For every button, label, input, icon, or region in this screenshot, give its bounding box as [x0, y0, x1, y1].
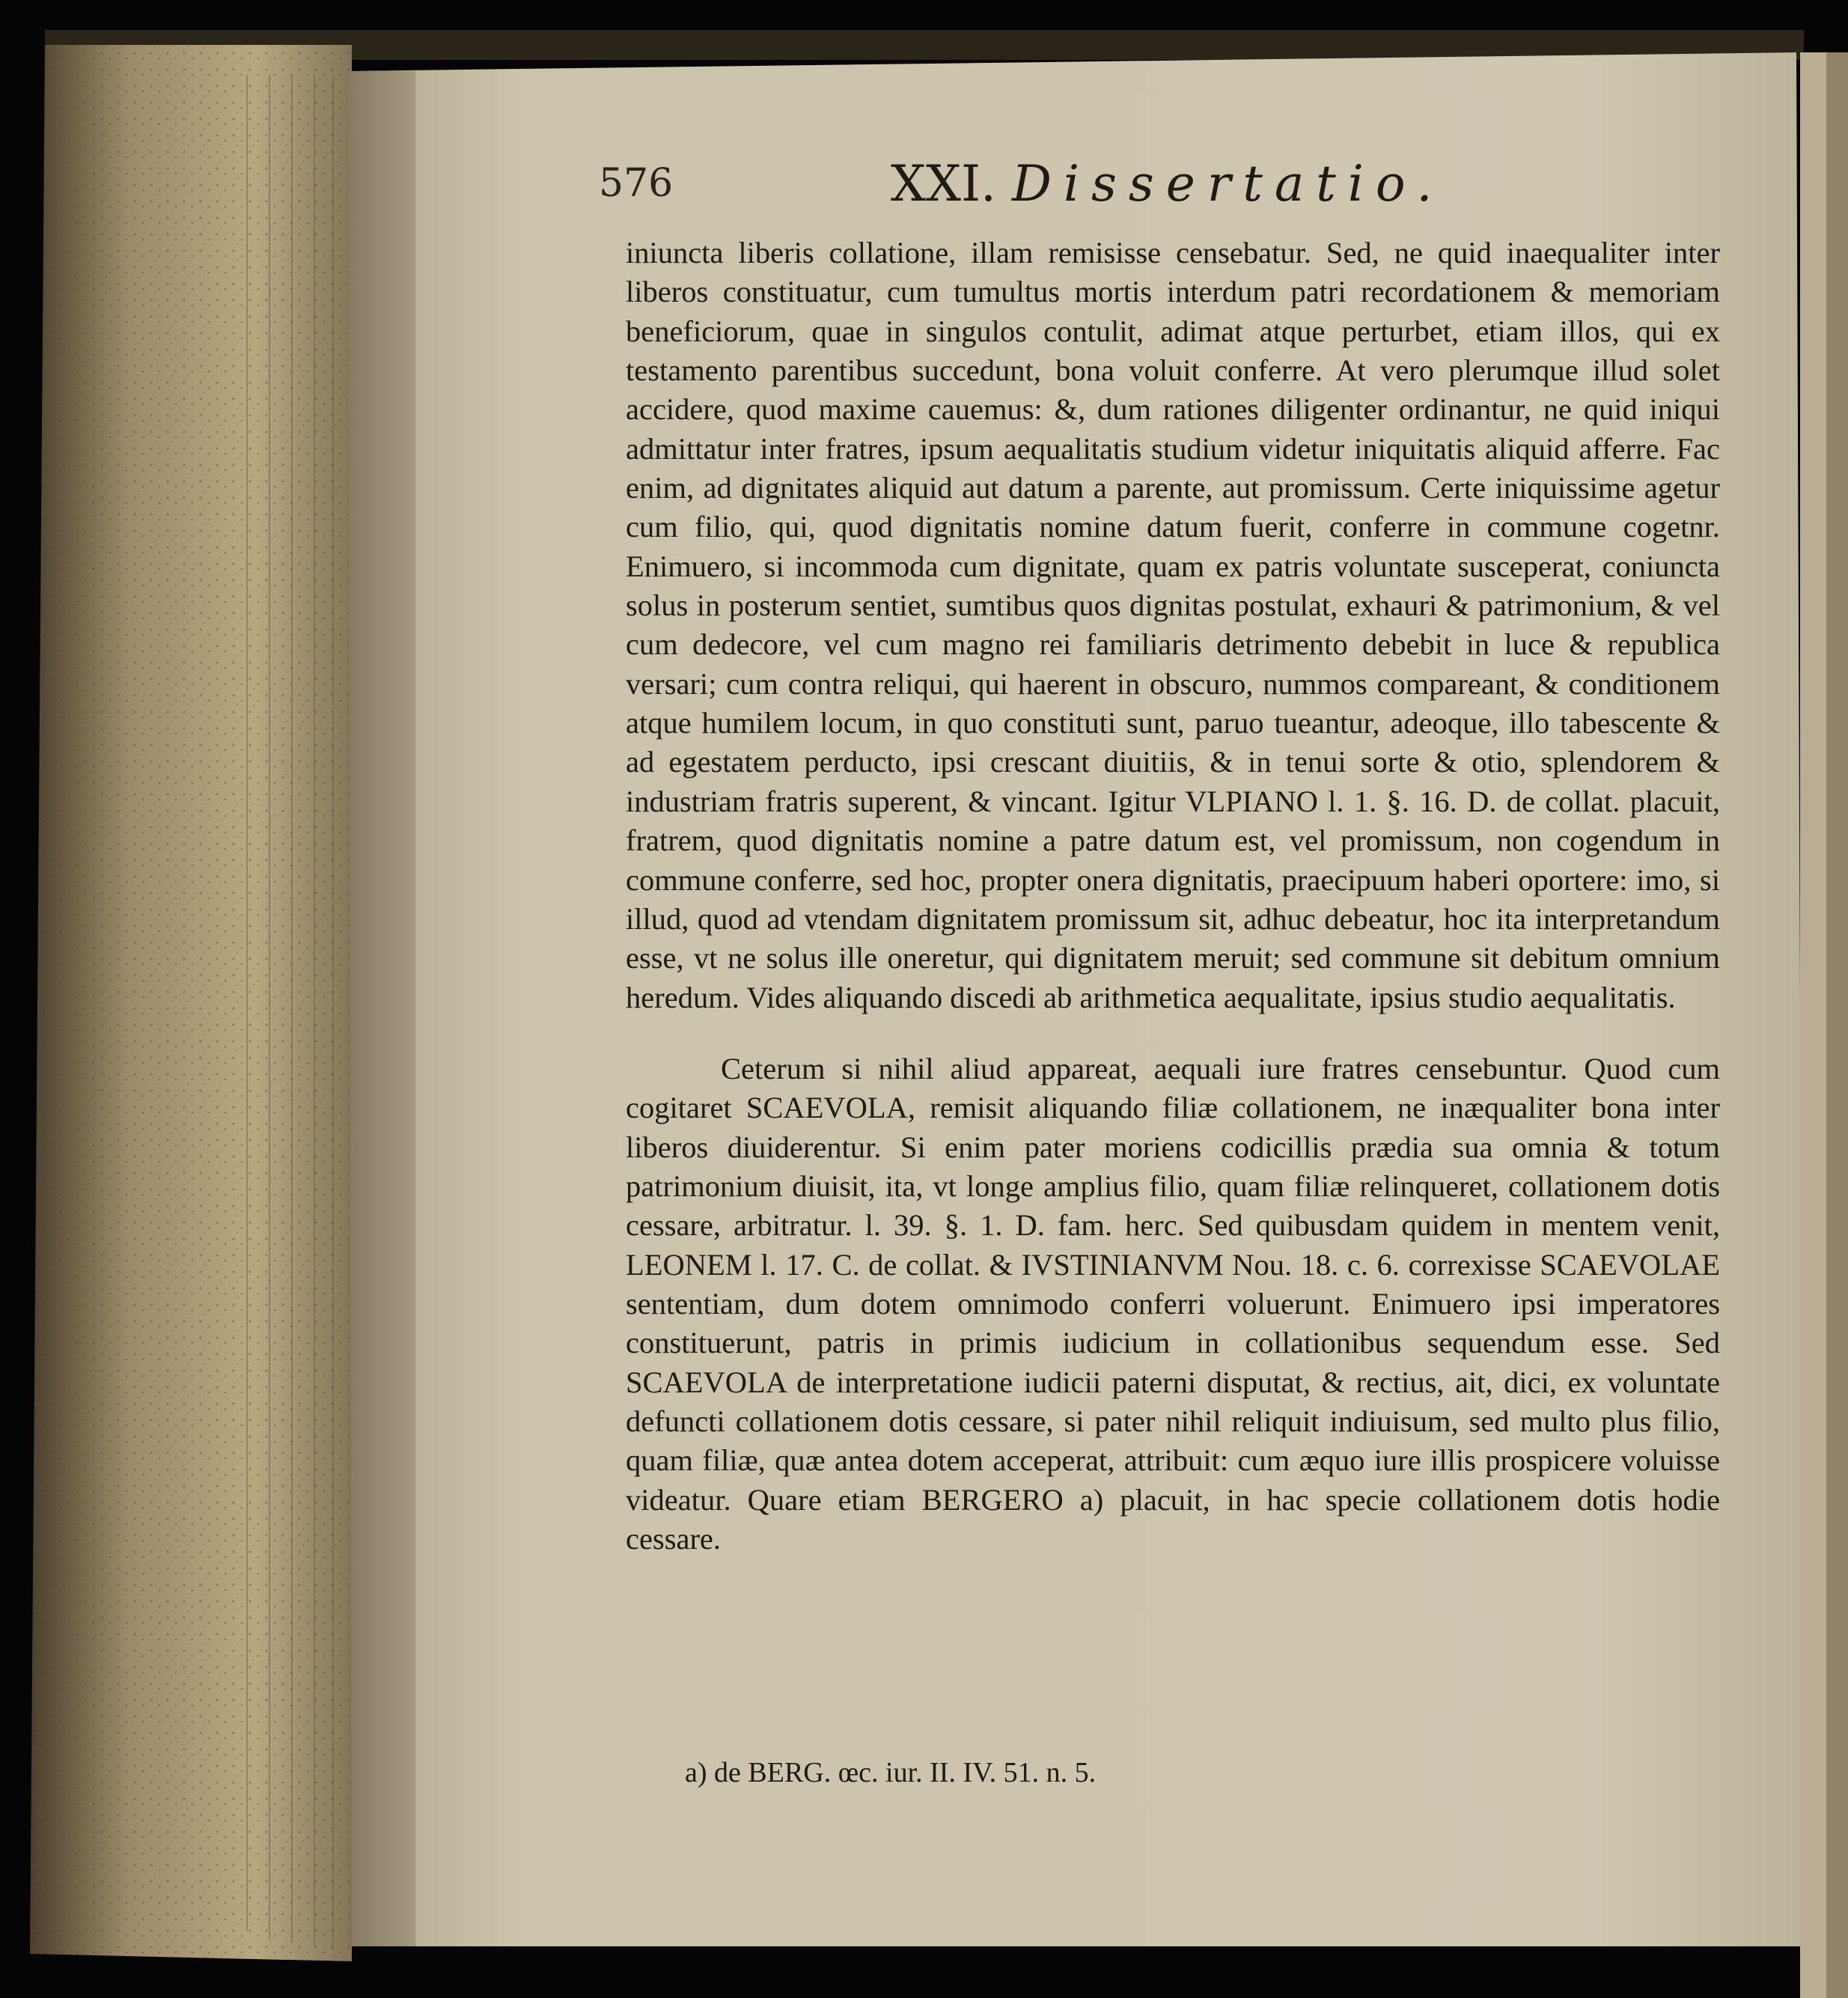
running-title — [891, 155, 1444, 213]
page-number: 576 — [599, 161, 674, 206]
footnote: a) de BERG. œc. iur. II. IV. 51. n. 5. — [685, 1757, 1097, 1788]
running-header — [599, 155, 1632, 213]
running-title-roman: XXI. — [891, 155, 997, 213]
paragraph-1: iniuncta liberis collatione, illam remisisse censebatur. Sed, ne quid inaequaliter inter liberos constituatur, cum tumultus mortis interdum patri recordationem & memoriam beneficiorum, quae in singulos contulit, adimat atque perturbet, etiam illos, qui ex testamento parentibus succedunt, bona voluit conferre. At vero plerumque illud solet accidere, quod maxime cauemus: &, dum rationes diligenter ordinantur, ne quid iniqui admittatur inter fratres, ipsum aequalitatis studium videtur iniquitatis aliquid afferre. Fac enim, ad dignitates aliquid aut datum a parente, aut promissum. Certe iniquissime agetur cum filio, qui, quod dignitatis nomine datum fuerit, conferre in commune cogetnr. Enimuero, si incommoda cum dignitate, quam ex patris voluntate susceperat, coniuncta solus in posterum sentiet, sumtibus quos dignitas postulat, exhauri & patrimonium, & vel cum dedecore, vel cum magno rei familiaris detrimento debebit in luce & republica versari; cum contra reliqui, qui haerent in obscuro, nummos compareant, & conditionem atque humilem locum, in quo constituti sunt, paruo tueantur, adeoque, illo tabescente & ad egestatem perducto, ipsi crescant diuitiis, & in tenui sorte & otio, splendorem & industriam fratris superent, & vincant. Igitur VLPIANO l. 1. §. 16. D. de collat. placuit, fratrem, quod dignitatis nomine a patre datum est, vel promissum, non cogendum in commune conferre, sed hoc, propter onera dignitatis, praecipuum haberi oportere: imo, si illud, quod ad vtendam dignitatem promissum sit, adhuc debeatur, hoc ita interpretandum esse, vt ne solus ille oneretur, qui dignitatem meruit; sed commune sit debitum omnium heredum. Vides aliquando discedi ab arithmetica aequalitate, ipsius studio aequalitatis. — [626, 236, 1720, 1014]
running-title-word: Dissertatio. — [1012, 155, 1445, 213]
paragraph-2: Ceterum si nihil aliud appareat, aequali iure fratres censebuntur. Quod cum cogitaret SCAEVOLA, remisit aliquando filiæ collationem, ne inæqualiter bona inter liberos diuiderentur. Si enim pater moriens codicillis prædia sua omnia & totum patrimonium diuisit, ita, vt longe amplius filio, quam filiæ relinqueret, collationem dotis cessare, arbitratur. l. 39. §. 1. D. fam. herc. Sed quibusdam quidem in mentem venit, LEONEM l. 17. C. de collat. & IVSTINIANVM Nou. 18. c. 6. correxisse SCAEVOLAE sententiam, dum dotem omnimodo conferri voluerunt. Enimuero ipsi imperatores constituerunt, patris in primis iudicium in collationibus sequendum esse. Sed SCAEVOLA de interpretatione iudicii paterni disputat, & rectius, ait, dici, ex voluntate defuncti collationem dotis cessare, si pater nihil reliquit indiuisum, sed multo plus filio, quam filiæ, quæ antea dotem acceperat, attribuit: cum æquo iure illis prospicere voluisse videatur. Quare etiam BERGERO a) placuit, in hac specie collationem dotis hodie cessare. — [626, 1051, 1720, 1556]
main-text — [626, 234, 1720, 1559]
